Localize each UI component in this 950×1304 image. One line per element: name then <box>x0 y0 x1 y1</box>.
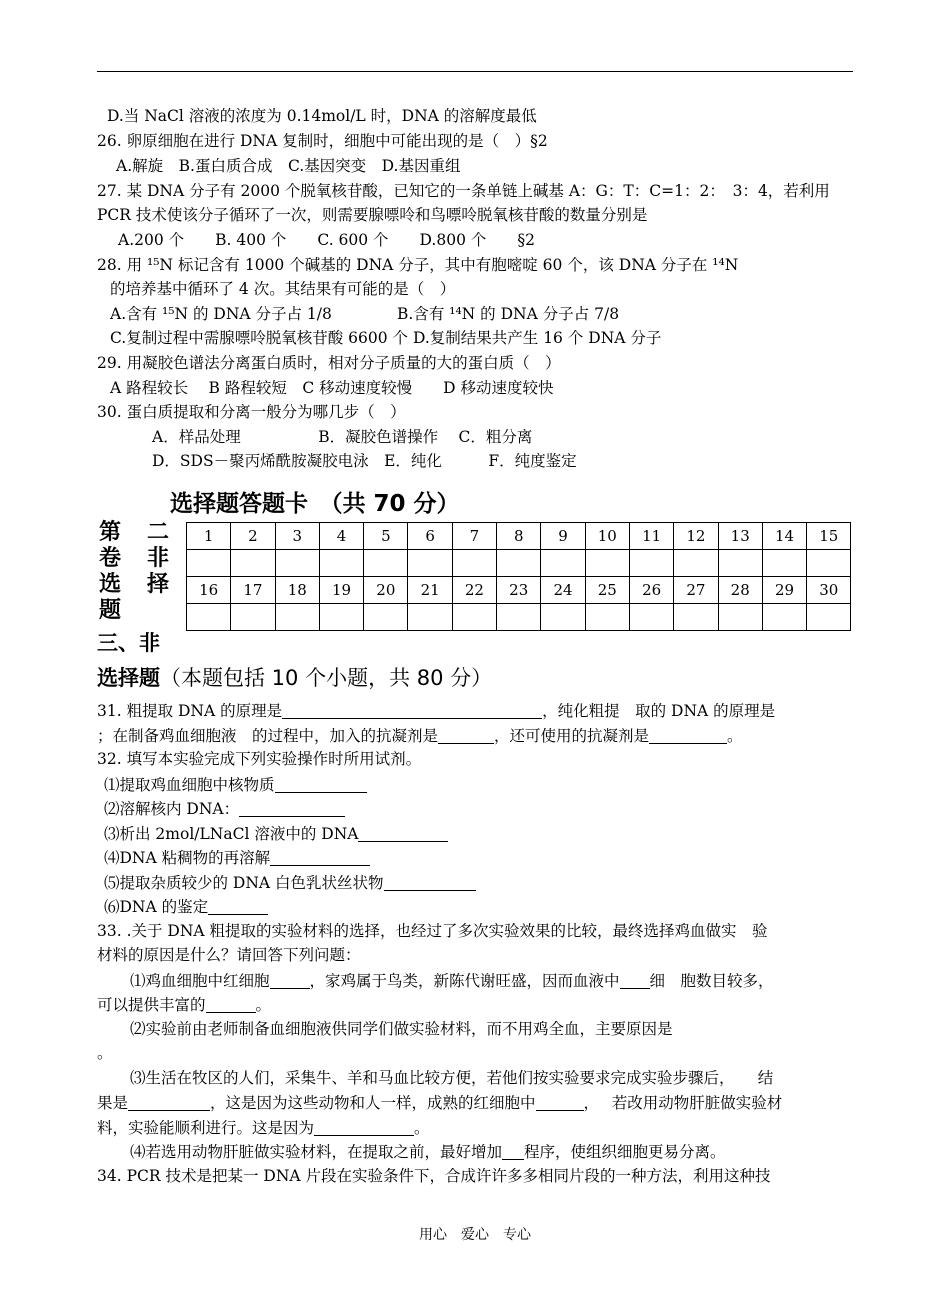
q33-blank-4[interactable] <box>128 1092 210 1111</box>
q33-blank-1[interactable] <box>270 970 310 989</box>
grid-number: 14 <box>762 523 806 550</box>
q32-blank-2[interactable] <box>239 798 345 817</box>
answer-cell[interactable] <box>319 604 363 631</box>
answer-cell[interactable] <box>585 550 629 577</box>
grid-number: 18 <box>275 577 319 604</box>
q32-item-3: ⑶析出 2mol/LNaCl 溶液中的 DNA <box>104 823 448 844</box>
section3-heading-line1: 三、非 <box>97 631 160 655</box>
q30-stem: 30. 蛋白质提取和分离一般分为哪几步（ ） <box>97 403 406 421</box>
answer-cell[interactable] <box>497 604 541 631</box>
q26-stem: 26. 卵原细胞在进行 DNA 复制时，细胞中可能出现的是（ ）§2 <box>97 132 548 150</box>
grid-number: 27 <box>674 577 718 604</box>
answer-cell[interactable] <box>541 604 585 631</box>
q33-blank-2[interactable] <box>620 970 650 989</box>
part-label-right: 二 非 择 <box>146 520 169 597</box>
answer-grid-blank-row2 <box>187 604 851 631</box>
grid-number: 24 <box>541 577 585 604</box>
q32-item-4: ⑷DNA 粘稠物的再溶解 <box>104 847 370 868</box>
q33-part2-end: 。 <box>97 1044 113 1062</box>
q28-option-a: A.含有 ¹⁵N 的 DNA 分子占 1/8 <box>110 305 332 323</box>
grid-number: 5 <box>364 523 408 550</box>
grid-number: 15 <box>807 523 851 550</box>
answer-cell[interactable] <box>187 550 231 577</box>
grid-number: 21 <box>408 577 452 604</box>
answer-cell[interactable] <box>718 604 762 631</box>
q32-stem: 32. 填写本实验完成下列实验操作时所用试剂。 <box>97 750 422 768</box>
answer-cell[interactable] <box>762 550 806 577</box>
q30-options-row2: D．SDS－聚丙烯酰胺凝胶电泳 E．纯化 F．纯度鉴定 <box>152 452 577 470</box>
grid-number: 20 <box>364 577 408 604</box>
answer-cell[interactable] <box>585 604 629 631</box>
q28-option-b: B.含有 ¹⁴N 的 DNA 分子占 7/8 <box>397 305 620 323</box>
page-footer: 用心 爱心 专心 <box>419 1227 531 1243</box>
answer-cell[interactable] <box>674 550 718 577</box>
q30-options-row1: A．样品处理 B．凝胶色谱操作 C．粗分离 <box>152 428 533 446</box>
grid-number: 10 <box>585 523 629 550</box>
grid-number: 13 <box>718 523 762 550</box>
q31-blank-3[interactable] <box>649 725 727 744</box>
grid-number: 12 <box>674 523 718 550</box>
q27-stem-line1: 27. 某 DNA 分子有 2000 个脱氧核苷酸，已知它的一条单链上碱基 A：G：T：C=1：2： 3：4，若利用 <box>97 182 830 200</box>
answer-grid-blank-row1 <box>187 550 851 577</box>
grid-number: 22 <box>452 577 496 604</box>
answer-grid-numbers-row2 <box>187 577 851 604</box>
q33-blank-7[interactable] <box>502 1141 524 1160</box>
answer-grid <box>186 522 851 631</box>
q29-stem: 29. 用凝胶色谱法分离蛋白质时，相对分子质量的大的蛋白质（ ） <box>97 354 561 372</box>
q32-blank-5[interactable] <box>384 872 476 891</box>
q33-stem-line1: 33. .关于 DNA 粗提取的实验材料的选择，也经过了多次实验效果的比较，最终选择鸡血做实 验 <box>97 922 768 940</box>
grid-number: 16 <box>187 577 231 604</box>
answer-cell[interactable] <box>674 604 718 631</box>
grid-number: 25 <box>585 577 629 604</box>
grid-number: 23 <box>497 577 541 604</box>
grid-number: 6 <box>408 523 452 550</box>
answer-cell[interactable] <box>807 604 851 631</box>
q33-part2: ⑵实验前由老师制备血细胞液供同学们做实验材料，而不用鸡全血，主要原因是 <box>130 1020 673 1038</box>
grid-number: 4 <box>319 523 363 550</box>
answer-cell[interactable] <box>807 550 851 577</box>
grid-number: 1 <box>187 523 231 550</box>
q32-blank-6[interactable] <box>208 896 268 915</box>
q32-item-5: ⑸提取杂质较少的 DNA 白色乳状丝状物 <box>104 872 476 893</box>
grid-number: 29 <box>762 577 806 604</box>
q33-stem-line2: 材料的原因是什么？请回答下列问题： <box>97 946 361 964</box>
grid-number: 26 <box>629 577 673 604</box>
grid-number: 11 <box>629 523 673 550</box>
q28-options-cd: C.复制过程中需腺嘌呤脱氧核苷酸 6600 个 D.复制结果共产生 16 个 DNA 分子 <box>110 329 662 347</box>
q33-part4: ⑷若选用动物肝脏做实验材料，在提取之前，最好增加 程序，使组织细胞更易分离。 <box>130 1143 726 1161</box>
q27-options: A.200 个 B. 400 个 C. 600 个 D.800 个 §2 <box>118 231 535 249</box>
q27-stem-line2: PCR 技术使该分子循环了一次，则需要腺嘌呤和鸟嘌呤脱氧核苷酸的数量分别是 <box>97 206 648 224</box>
q33-part1-line1: ⑴鸡血细胞中红细胞 ，家鸡属于鸟类，新陈代谢旺盛，因而血液中 细 胞数目较多， <box>130 972 774 990</box>
header-rule <box>97 71 853 72</box>
answer-cell[interactable] <box>275 550 319 577</box>
answer-cell[interactable] <box>275 604 319 631</box>
q33-blank-3[interactable] <box>206 994 256 1013</box>
grid-number: 17 <box>231 577 275 604</box>
q33-blank-6[interactable] <box>314 1117 414 1136</box>
grid-number: 3 <box>275 523 319 550</box>
answer-cell[interactable] <box>231 604 275 631</box>
section3-heading-line2: 选择题（本题包括 10 个小题，共 80 分） <box>97 666 493 690</box>
q33-blank-5[interactable] <box>536 1092 584 1111</box>
grid-number: 9 <box>541 523 585 550</box>
answer-card-title: 选择题答题卡 （共 70 分） <box>170 491 460 517</box>
answer-cell[interactable] <box>364 604 408 631</box>
grid-number: 2 <box>231 523 275 550</box>
q33-part3-line2: 果是 ，这是因为这些动物和人一样，成熟的红细胞中 ， 若改用动物肝脏做实验材 <box>97 1094 783 1112</box>
q29-options: A 路程较长 B 路程较短 C 移动速度较慢 D 移动速度较快 <box>110 379 554 397</box>
answer-cell[interactable] <box>629 604 673 631</box>
answer-grid-numbers-row1 <box>187 523 851 550</box>
q33-part1-line2: 可以提供丰富的 。 <box>97 996 272 1014</box>
answer-cell[interactable] <box>629 550 673 577</box>
q32-blank-3[interactable] <box>358 823 448 842</box>
q25-option-d: D.当 NaCl 溶液的浓度为 0.14mol/L 时，DNA 的溶解度最低 <box>107 107 537 125</box>
answer-cell[interactable] <box>452 550 496 577</box>
q31-blank-2[interactable] <box>438 725 494 744</box>
answer-cell[interactable] <box>187 604 231 631</box>
answer-cell[interactable] <box>452 604 496 631</box>
answer-cell[interactable] <box>408 604 452 631</box>
grid-number: 28 <box>718 577 762 604</box>
answer-cell[interactable] <box>319 550 363 577</box>
q32-blank-1[interactable] <box>275 774 367 793</box>
q26-options: A.解旋 B.蛋白质合成 C.基因突变 D.基因重组 <box>116 157 461 175</box>
answer-cell[interactable] <box>718 550 762 577</box>
answer-cell[interactable] <box>497 550 541 577</box>
grid-number: 19 <box>319 577 363 604</box>
q32-blank-4[interactable] <box>270 847 370 866</box>
part-label-left: 第 卷 选 题 <box>98 520 121 623</box>
answer-cell[interactable] <box>408 550 452 577</box>
q32-item-2: ⑵溶解核内 DNA： <box>104 798 345 819</box>
section3-note: （本题包括 10 个小题，共 80 分） <box>160 666 493 690</box>
answer-cell[interactable] <box>231 550 275 577</box>
grid-number: 8 <box>497 523 541 550</box>
q33-part3-line3: 料，实验能顺利进行。这是因为 。 <box>97 1119 430 1137</box>
q32-item-6: ⑹DNA 的鉴定 <box>104 896 268 917</box>
q31-blank-1[interactable] <box>282 700 542 719</box>
answer-cell[interactable] <box>541 550 585 577</box>
q34-stem: 34. PCR 技术是把某一 DNA 片段在实验条件下，合成许许多多相同片段的一种方法，利用这种技 <box>97 1167 771 1185</box>
q31: 31. 粗提取 DNA 的原理是 ，纯化粗提 取的 DNA 的原理是 ；在制备鸡血细胞液 的过程中，加入的抗凝剂是 ，还可使用的抗凝剂是 。 <box>97 702 776 745</box>
q28-stem-line1: 28. 用 ¹⁵N 标记含有 1000 个碱基的 DNA 分子，其中有胞嘧啶 60 个，该 DNA 分子在 ¹⁴N <box>97 256 739 274</box>
q28-stem-line2: 的培养基中循环了 4 次。其结果有可能的是（ ） <box>110 280 456 298</box>
answer-cell[interactable] <box>364 550 408 577</box>
q33-part3-line1: ⑶生活在牧区的人们，采集牛、羊和马血比较方便，若他们按实验要求完成实验步骤后， 结 <box>130 1069 774 1087</box>
answer-cell[interactable] <box>762 604 806 631</box>
grid-number: 7 <box>452 523 496 550</box>
grid-number: 30 <box>807 577 851 604</box>
q32-item-1: ⑴提取鸡血细胞中核物质 <box>104 774 367 795</box>
